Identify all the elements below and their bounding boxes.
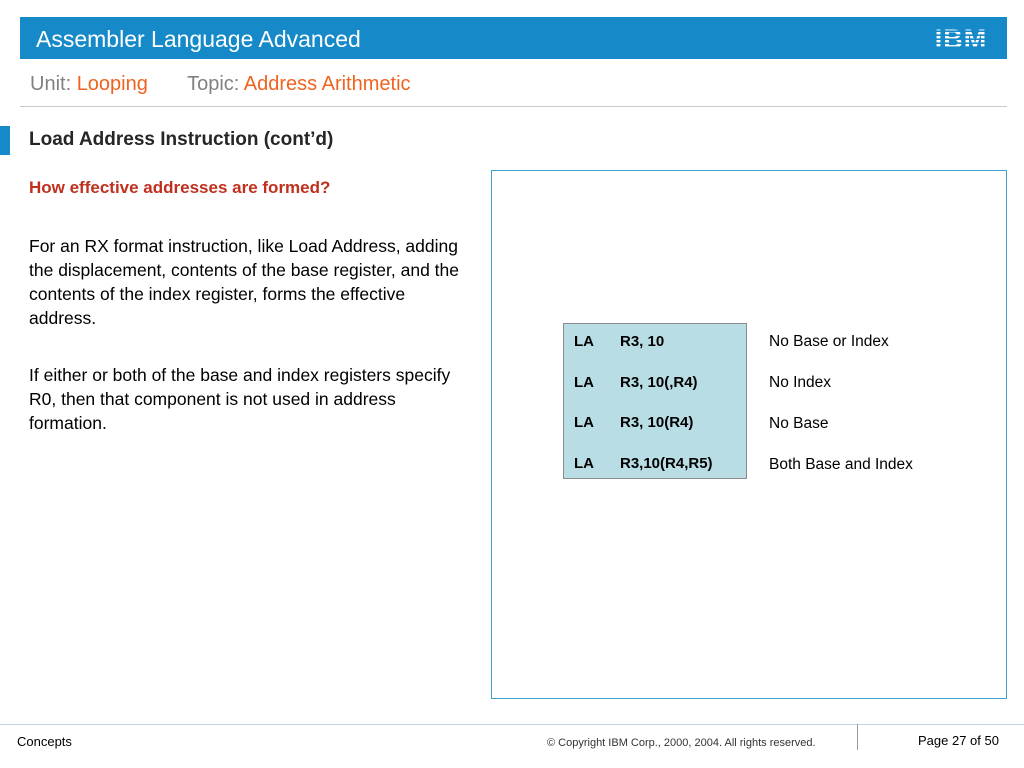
title-accent-block (0, 126, 10, 155)
code-operands: R3,10(R4,R5) (620, 455, 713, 472)
body-paragraph-2: If either or both of the base and index registers specify R0, then that component is not used in address formation. (29, 365, 451, 433)
body-paragraph-1: For an RX format instruction, like Load Address, adding the displacement, contents of the base register, and the contents of the index register, forms the effective address. (29, 236, 459, 328)
footer-divider (0, 724, 1024, 725)
page-number: Page 27 of 50 (918, 733, 999, 748)
code-opcode: LA (574, 374, 594, 391)
code-operands: R3, 10(R4) (620, 414, 694, 431)
topic-label: Topic: (187, 73, 240, 95)
code-opcode: LA (574, 414, 594, 431)
slide-title: Load Address Instruction (cont’d) (29, 129, 334, 150)
unit-topic-line (30, 73, 411, 96)
ibm-logo (929, 24, 993, 52)
code-row (574, 414, 693, 431)
ibm-logo-text: IBM (934, 24, 988, 52)
unit-value: Looping (76, 73, 148, 95)
question-heading: How effective addresses are formed? (29, 178, 331, 197)
header-divider (20, 106, 1007, 107)
topic-value: Address Arithmetic (243, 73, 411, 95)
unit-label: Unit: (30, 73, 72, 95)
code-description: Both Base and Index (769, 456, 913, 473)
code-row (574, 333, 664, 350)
footer-separator (857, 724, 858, 750)
code-row (574, 374, 698, 391)
footer-section: Concepts (17, 734, 72, 749)
code-box (563, 323, 747, 479)
course-title: Assembler Language Advanced (36, 26, 361, 52)
code-opcode: LA (574, 333, 594, 350)
code-operands: R3, 10(,R4) (620, 374, 698, 391)
code-description: No Base or Index (769, 333, 889, 350)
code-row (574, 455, 713, 472)
code-operands: R3, 10 (620, 333, 665, 350)
code-description: No Index (769, 374, 832, 391)
code-opcode: LA (574, 455, 594, 472)
code-description: No Base (769, 415, 829, 432)
footer-copyright: © Copyright IBM Corp., 2000, 2004. All rights reserved. (547, 737, 816, 749)
header-bar (20, 17, 1007, 59)
